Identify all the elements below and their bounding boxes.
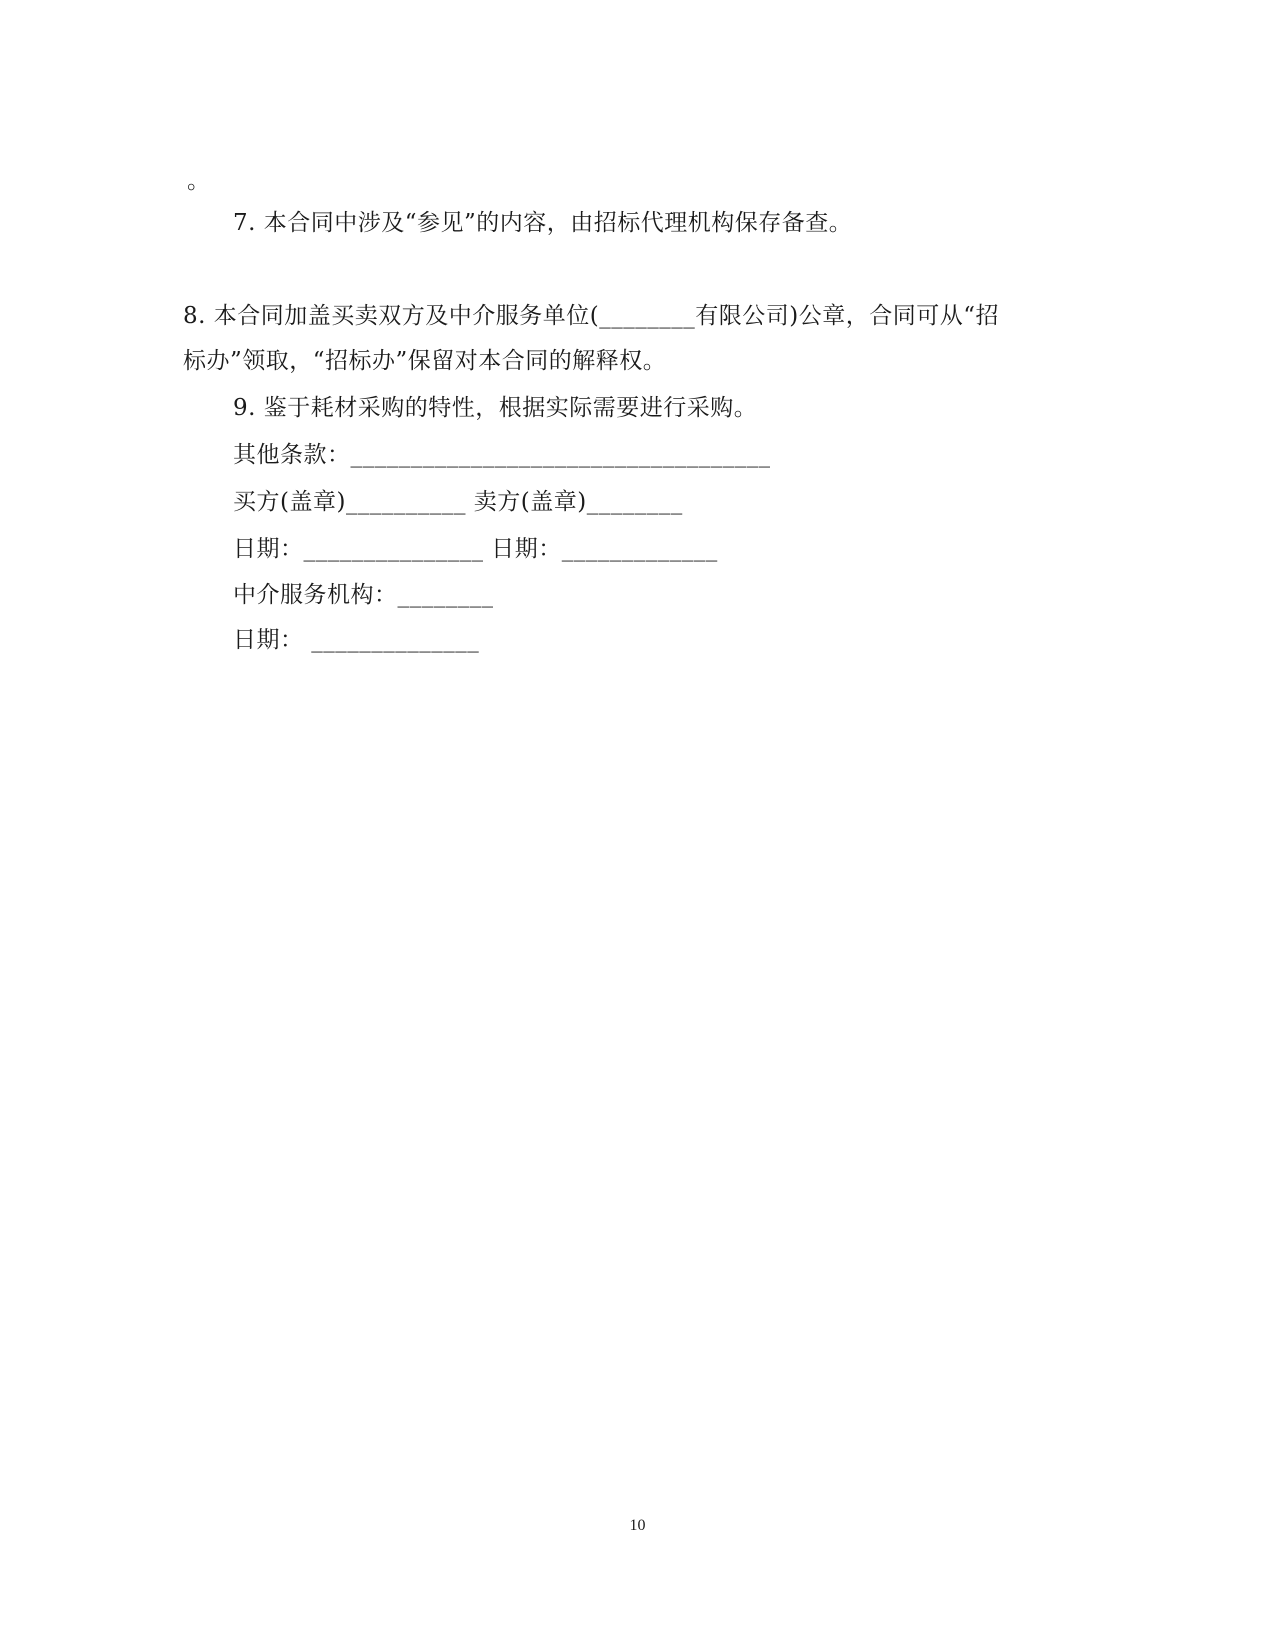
date-line-intermediary: 日期： ______________ bbox=[233, 627, 480, 653]
clause-7: 7. 本合同中涉及“参见”的内容，由招标代理机构保存备查。 bbox=[233, 210, 853, 236]
clause-9: 9. 鉴于耗材采购的特性，根据实际需要进行采购。 bbox=[233, 395, 758, 421]
date-line-parties: 日期：_______________ 日期：_____________ bbox=[233, 536, 718, 562]
page-number: 10 bbox=[629, 1517, 646, 1534]
intermediary-line: 中介服务机构：________ bbox=[233, 582, 494, 608]
buyer-seller-seal-line: 买方(盖章)__________ 卖方(盖章)________ bbox=[233, 489, 683, 515]
clause-8-line-2: 标办”领取，“招标办”保留对本合同的解释权。 bbox=[183, 348, 667, 374]
clause-8-line-1: 8. 本合同加盖买卖双方及中介服务单位(________有限公司)公章，合同可从“招 bbox=[183, 303, 999, 329]
text-line-period: 。 bbox=[187, 168, 211, 194]
other-terms-line: 其他条款：___________________________________ bbox=[233, 442, 771, 468]
